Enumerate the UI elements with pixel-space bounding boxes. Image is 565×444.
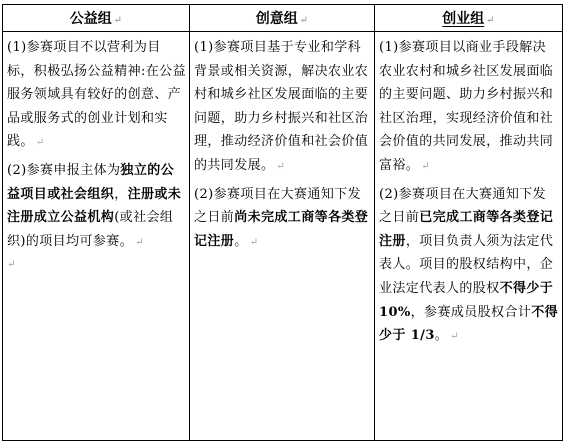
competition-groups-table — [2, 4, 563, 441]
public-welfare-p2-comma: ， — [114, 186, 128, 202]
paragraph-mark: ↵ — [7, 259, 16, 271]
public-welfare-p2-tail: (或社会组织)的项目均可参赛。 — [7, 210, 174, 249]
startup-cell — [375, 32, 563, 441]
header-startup: 创业组 — [442, 11, 485, 27]
creative-p2-tail: 。 — [234, 233, 248, 249]
paragraph-mark: ↵ — [450, 331, 459, 343]
public-welfare-criterion-1 — [7, 36, 186, 155]
paragraph-mark: ↵ — [135, 236, 144, 248]
startup-p2-mid-2: ，参赛成员股权合计 — [410, 304, 532, 320]
startup-p1-text: (1)参赛项目以商业手段解决农业农村和城乡社区发展面临的主要问题、助力乡村振兴和社区治理，实现经济价值和社会价值的共同发展，推动共同富裕。 — [379, 40, 554, 173]
creative-p1-text: (1)参赛项目基于专业和学科背景或相关资源，解决农业农村和城乡社区发展面临的主要问题，助力乡村振兴和社区治理，推动经济价值和社会价值的共同发展。 — [194, 40, 369, 173]
startup-p2-bold-3: 不得少于 1/3 — [379, 304, 559, 344]
paragraph-mark: ↵ — [486, 15, 495, 26]
public-welfare-p2-bold-1: 独立的公益项目或社会组织 — [7, 162, 175, 202]
public-welfare-p1-text: (1)参赛项目不以营利为目标，积极弘扬公益精神:在公益服务领域具有较好的创意、产品或服务式的创业计划和实践。 — [7, 40, 186, 150]
public-welfare-cell — [3, 32, 190, 441]
header-startup-cell — [375, 5, 563, 32]
document-page — [2, 4, 563, 441]
header-creative: 创意组 — [255, 11, 298, 27]
creative-p2-bold: 尚未完成工商等各类登记注册 — [194, 210, 369, 249]
startup-criterion-1 — [379, 36, 559, 179]
startup-p2-mid: ，项目负责人须为法定代表人。项目的股权结构中，企业法定代表人的股权 — [379, 233, 554, 296]
creative-cell — [190, 32, 375, 441]
table-header-row — [3, 5, 563, 32]
paragraph-mark: ↵ — [35, 137, 45, 149]
startup-criterion-2 — [379, 183, 559, 349]
startup-p2-bold-2: 不得少于10% — [379, 280, 554, 320]
paragraph-mark: ↵ — [249, 236, 258, 248]
creative-criterion-1 — [194, 36, 371, 179]
header-creative-cell — [190, 5, 375, 32]
creative-criterion-2 — [194, 183, 371, 255]
header-public-welfare: 公益组 — [69, 11, 112, 27]
paragraph-mark: ↵ — [276, 160, 285, 172]
startup-p2-text: (2)参赛项目在大赛通知下发之日前 — [379, 186, 547, 226]
creative-p2-text: (2)参赛项目在大赛通知下发之日前 — [194, 186, 362, 226]
paragraph-mark: ↵ — [299, 15, 309, 26]
public-welfare-criterion-2 — [7, 159, 186, 254]
public-welfare-p2-text: (2)参赛申报主体为 — [7, 162, 121, 178]
paragraph-mark: ↵ — [113, 15, 123, 26]
startup-p2-bold-1: 已完成工商等各类登记注册 — [379, 210, 554, 249]
header-public-welfare-cell — [3, 5, 190, 32]
public-welfare-p2-bold-2: 注册或未注册成立公益机构 — [7, 186, 182, 226]
table-body-row — [3, 32, 563, 441]
startup-p2-tail: 。 — [434, 328, 449, 344]
paragraph-mark: ↵ — [421, 160, 430, 172]
